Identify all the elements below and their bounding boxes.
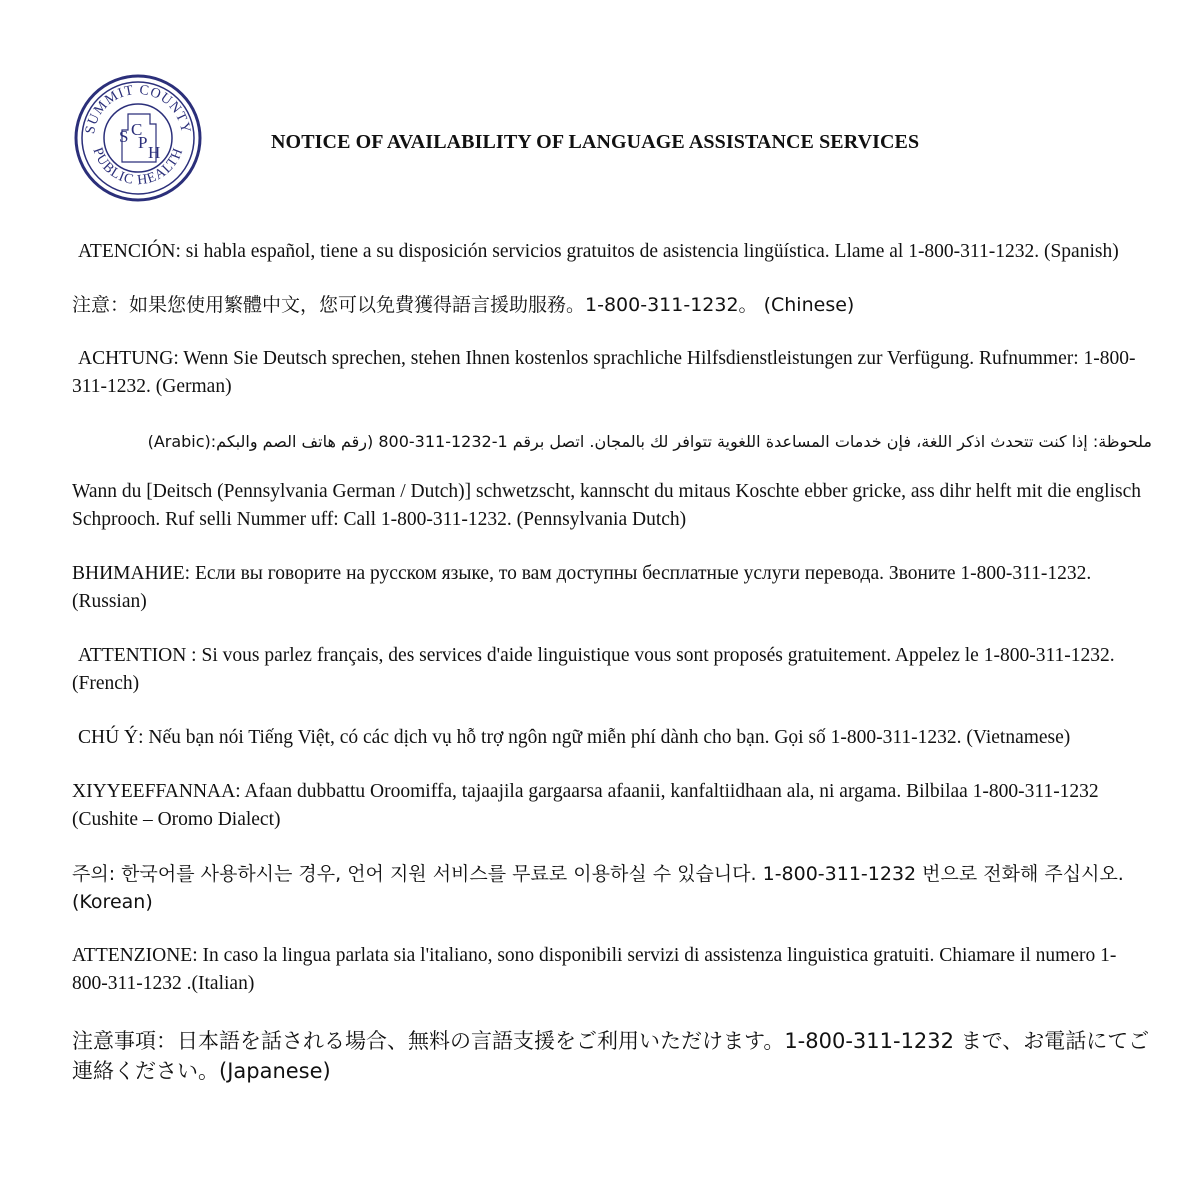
notice-russian: ВНИМАНИЕ: Если вы говорите на русском языке, то вам доступны бесплатные услуги перевода. Звоните 1-800-311-1232.(Russian) [72, 563, 1092, 612]
notice-vietnamese: CHÚ Ý: Nếu bạn nói Tiếng Việt, có các dịch vụ hỗ trợ ngôn ngữ miễn phí dành cho bạn. Gọi số 1-800-311-1232. (Vietnamese) [78, 727, 1071, 748]
svg-text:PUBLIC HEALTH: PUBLIC HEALTH [89, 145, 187, 189]
svg-text:C: C [131, 120, 143, 139]
header [0, 0, 1191, 210]
notice-chinese: 注意：如果您使用繁體中文，您可以免費獲得語言援助服務。1-800-311-1232。 (Chinese) [72, 294, 855, 316]
notice-pennsylvania-dutch: Wann du [Deitsch (Pennsylvania German / Dutch)] schwetzscht, kannscht du mitaus Koschte ebber gricke, ass dihr helft mit die englisch Schprooch. Ruf selli Nummer uff: Call 1-800-311-1232. (Pennsylvania Dutch) [72, 481, 1142, 530]
notice-arabic: ملحوظة: إذا كنت تتحدث اذكر اللغة، فإن خدمات المساعدة اللغوية تتوافر لك بالمجان. اتصل برقم 1-1232-311-800 (رقم هاتف الصم والبكم:(Arabic) [147, 432, 1152, 451]
svg-text:H: H [148, 143, 161, 162]
svg-text:SUMMIT COUNTY: SUMMIT COUNTY [83, 82, 193, 136]
summit-county-public-health-logo [72, 72, 204, 204]
svg-text:P: P [138, 133, 148, 152]
notice-japanese: 注意事項：日本語を話される場合、無料の言語支援をご利用いただけます。1-800-311-1232 まで、お電話にてご連絡ください。(Japanese) [72, 1029, 1150, 1083]
page-title: NOTICE OF AVAILABILITY OF LANGUAGE ASSISTANCE SERVICES [271, 131, 920, 153]
notice-spanish: ATENCIÓN: si habla español, tiene a su disposición servicios gratuitos de asistencia lingüística. Llame al 1-800-311-1232. (Spanish) [78, 241, 1119, 262]
notice-korean: 주의: 한국어를 사용하시는 경우, 언어 지원 서비스를 무료로 이용하실 수 있습니다. 1-800-311-1232 번으로 전화해 주십시오. (Korean) [72, 863, 1124, 913]
language-notices [72, 238, 1152, 1086]
logo-seal-icon [72, 72, 204, 204]
notice-italian: ATTENZIONE: In caso la lingua parlata sia l'italiano, sono disponibili servizi di assistenza linguistica gratuiti. Chiamare il numero 1-800-311-1232 .(Italian) [72, 945, 1117, 994]
notice-cushite-oromo: XIYYEEFFANNAA: Afaan dubbattu Oroomiffa, tajaajila gargaarsa afaanii, kanfaltiidhaan ala, ni argama. Bilbilaa 1-800-311-1232 (Cushite – Oromo Dialect) [72, 781, 1099, 830]
svg-text:S: S [119, 127, 129, 146]
notice-german: ACHTUNG: Wenn Sie Deutsch sprechen, stehen Ihnen kostenlos sprachliche Hilfsdienstleistungen zur Verfügung. Rufnummer: 1-800-311-1232. (German) [72, 348, 1136, 397]
notice-french: ATTENTION : Si vous parlez français, des services d'aide linguistique vous sont proposés gratuitement. Appelez le 1-800-311-1232. (French) [72, 645, 1115, 694]
